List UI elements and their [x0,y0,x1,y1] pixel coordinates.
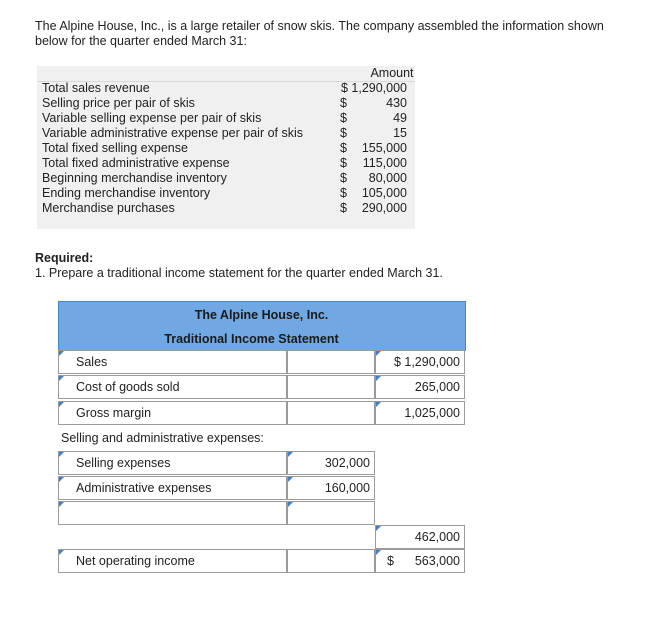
info-currency: $ [340,171,347,185]
info-value: 15 [393,126,407,140]
info-row [42,141,415,156]
gross-margin-label-cell[interactable]: Gross margin [58,401,287,425]
input-marker-icon [288,477,293,482]
info-value: 105,000 [361,186,407,200]
info-label: Total fixed administrative expense [42,156,230,170]
input-marker-icon [59,351,64,356]
input-marker-icon [376,376,381,381]
cogs-mid-cell[interactable] [287,375,375,399]
info-currency: $ [340,156,347,170]
info-row [42,81,415,96]
company-name: The Alpine House, Inc. [194,308,329,322]
info-currency: $ [340,111,347,125]
input-marker-icon [376,351,381,356]
info-label: Variable selling expense per pair of skis [42,111,262,125]
selling-expenses-label-cell[interactable]: Selling expenses [58,451,287,475]
info-value: 290,000 [361,201,407,215]
blank-mid-cell[interactable] [287,501,375,525]
blank-label-cell[interactable] [58,501,287,525]
input-marker-icon [376,526,381,531]
input-marker-icon [288,452,293,457]
info-currency: $ [340,141,347,155]
statement-header [58,301,466,351]
input-marker-icon [59,550,64,555]
input-marker-icon [376,402,381,407]
noi-currency: $ [387,554,394,568]
info-label: Merchandise purchases [42,201,175,215]
required-heading: Required: [35,251,94,265]
info-value: 430 [386,96,407,110]
input-marker-icon [59,502,64,507]
info-currency: $ [340,201,347,215]
info-row [42,156,415,171]
info-row [42,201,415,216]
noi-value-cell[interactable]: $ 563,000 [375,549,465,573]
gross-margin-mid-cell[interactable] [287,401,375,425]
info-value: 115,000 [362,156,407,170]
required-section [35,251,443,281]
amount-header: Amount [370,66,414,80]
sales-value-cell[interactable]: $ 1,290,000 [375,350,465,374]
info-value: $ 1,290,000 [340,81,407,95]
noi-mid-cell[interactable] [287,549,375,573]
input-marker-icon [376,550,381,555]
info-label: Selling price per pair of skis [42,96,195,110]
info-label: Ending merchandise inventory [42,186,211,200]
input-marker-icon [59,452,64,457]
info-row [42,96,415,111]
info-value: 49 [393,111,407,125]
sga-heading: Selling and administrative expenses: [61,431,264,445]
input-marker-icon [59,477,64,482]
admin-expenses-label-cell[interactable]: Administrative expenses [58,476,287,500]
info-currency: $ [340,186,347,200]
input-marker-icon [59,376,64,381]
input-marker-icon [59,402,64,407]
selling-expenses-value-cell[interactable]: 302,000 [287,451,375,475]
info-label: Total fixed selling expense [42,141,188,155]
cogs-label-cell[interactable]: Cost of goods sold [58,375,287,399]
info-row [42,171,415,186]
info-row [42,111,415,126]
statement-title: Traditional Income Statement [164,332,339,346]
admin-expenses-value-cell[interactable]: 160,000 [287,476,375,500]
input-marker-icon [288,502,293,507]
info-label: Beginning merchandise inventory [42,171,227,185]
info-label: Total sales revenue [42,81,150,95]
info-row [42,126,415,141]
info-value: 80,000 [368,171,407,185]
info-value: 155,000 [361,141,407,155]
sales-label-cell[interactable]: Sales [58,350,287,374]
problem-intro: The Alpine House, Inc., is a large retailer of snow skis. The company assembled the information shown below for the quarter ended March 31: [35,19,604,48]
cogs-value-cell[interactable]: 265,000 [375,375,465,399]
info-label: Variable administrative expense per pair of skis [42,126,304,140]
info-row [42,186,415,201]
sales-mid-cell[interactable] [287,350,375,374]
required-item: 1. Prepare a traditional income statement for the quarter ended March 31. [35,266,443,280]
information-table [37,66,415,229]
info-currency: $ [340,126,347,140]
noi-label-cell[interactable]: Net operating income [58,549,287,573]
info-currency: $ [340,96,347,110]
gross-margin-value-cell[interactable]: 1,025,000 [375,401,465,425]
total-sga-value-cell[interactable]: 462,000 [375,525,465,549]
